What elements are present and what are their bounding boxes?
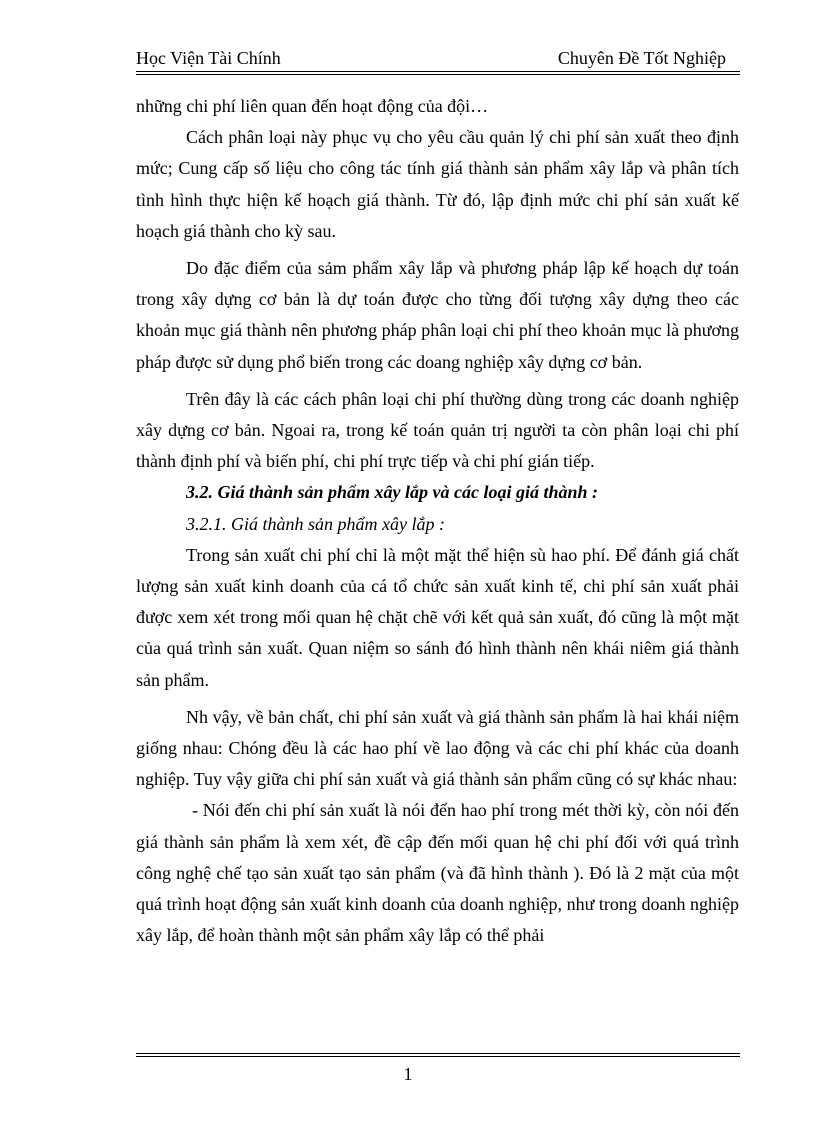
paragraph: Do đặc điểm của sảm phẩm xây lắp và phương pháp lập kế hoạch dự toán trong xây dựng cơ bản là dự toán được cho từng đối tượng xây dựng theo các khoản mục giá thành nên phương pháp phân loại chi phí theo khoản mục là phương pháp được sử dụng phổ biến trong các doang nghiệp xây dựng cơ bản.: [136, 258, 739, 372]
paragraph: Nh vậy, về bản chất, chi phí sản xuất và giá thành sản phẩm là hai khái niệm giống nhau: Chóng đều là các hao phí về lao động và các chi phí khác của doanh nghiệp. Tuy vậy giữa chi phí sản xuất và giá thành sản phẩm cũng có sự khác nhau:: [136, 706, 739, 790]
paragraph: - Nói đến chi phí sản xuất là nói đến hao phí trong mét thời kỳ, còn nói đến giá thành sản phẩm là xem xét, đề cập đến mối quan hệ chi phí đối với quá trình công nghệ chế tạo sản xuất tạo sản phẩm (và đã hình thành ). Đó là 2 mặt của một quá trình hoạt động sản xuất kinh doanh của doanh nghiệp, như trong doanh nghiệp xây lắp, để hoàn thành một sản phẩm xây lắp có thể phải: [136, 800, 739, 946]
footer-rule: [136, 1053, 740, 1057]
header-rule: [136, 71, 740, 75]
paragraph: những chi phí liên quan đến hoạt động của đội…: [136, 96, 489, 116]
section-heading: 3.2. Giá thành sản phẩm xây lắp và các loại giá thành :: [186, 482, 599, 503]
paragraph: Trên đây là các cách phân loại chi phí thường dùng trong các doanh nghiệp xây dựng cơ bản. Ngoai ra, trong kế toán quản trị người ta còn phân loại chi phí thành định phí và biến phí, chi phí trực tiếp và chi phí gián tiếp.: [136, 388, 739, 472]
header-institution: Học Viện Tài Chính: [136, 48, 281, 68]
page-number: 1: [403, 1064, 413, 1084]
paragraph: Cách phân loại này phục vụ cho yêu cầu quản lý chi phí sản xuất theo định mức; Cung cấp số liệu cho công tác tính giá thành sản phẩm xây lắp và phân tích tình hình thực hiện kế hoạch giá thành. Từ đó, lập định mức chi phí sản xuất kế hoạch giá thành cho kỳ sau.: [136, 127, 739, 241]
paragraph: Trong sản xuất chi phí chỉ là một mặt thể hiện sù hao phí. Để đánh giá chất lượng sản xuất kinh doanh của cá tổ chức sản xuất kinh tế, chi phí sản xuất phải được xem xét trong mối quan hệ chặt chẽ với kết quả sản xuất, đó cũng là một mặt của quá trình sản xuất. Quan niệm so sánh đó hình thành nên khái niêm giá thành sản phẩm.: [136, 544, 739, 690]
subsection-heading: 3.2.1. Giá thành sản phẩm xây lắp :: [186, 513, 445, 534]
header-document-type: Chuyên Đề Tốt Nghiệp: [557, 48, 726, 68]
body-text: [136, 91, 739, 951]
